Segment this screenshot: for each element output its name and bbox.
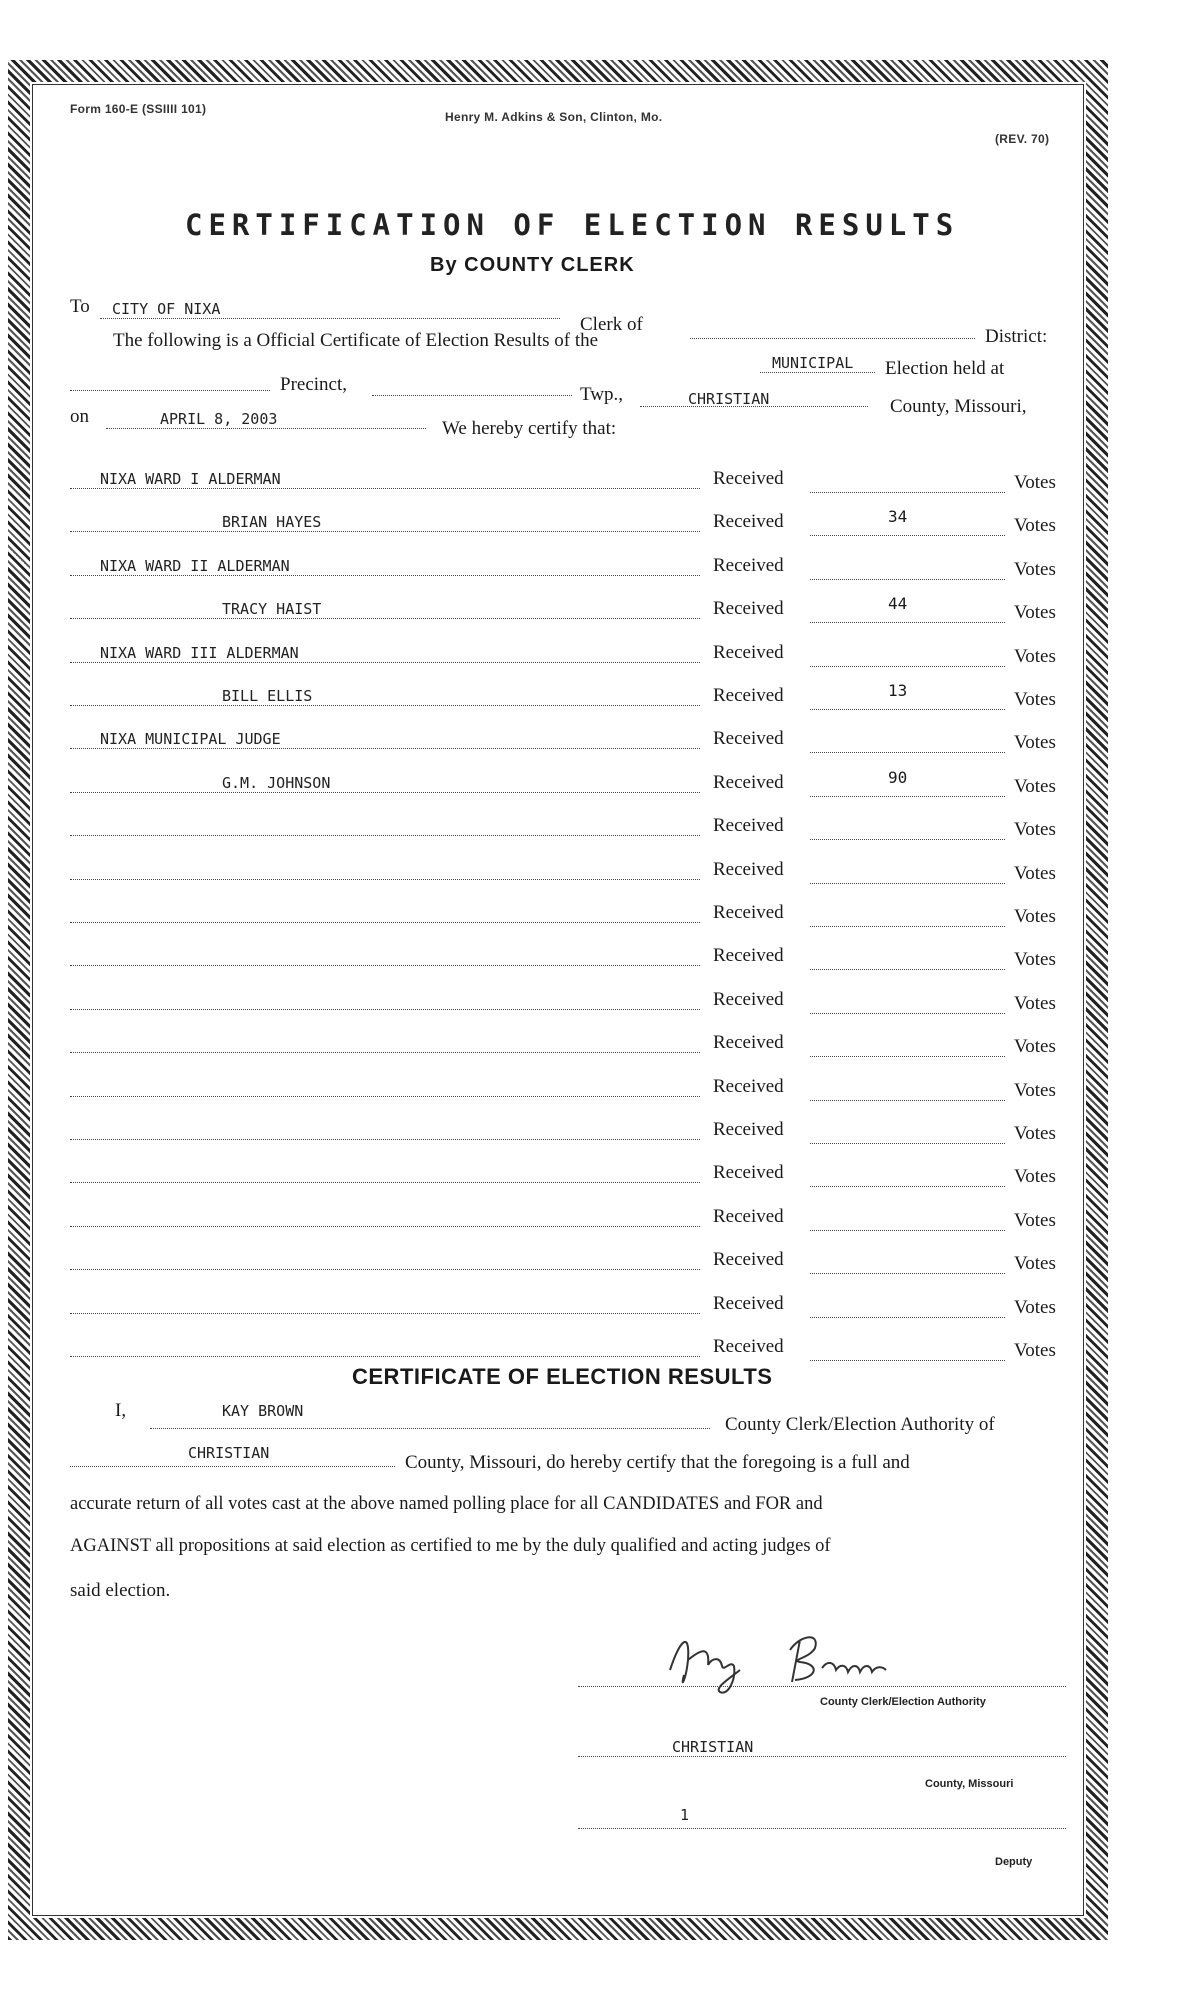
intro-line-prefix: The following is a Official Certificate of Election Results of the [113,330,599,351]
on-label: on [70,406,89,427]
votes-value: 90 [888,767,908,787]
clerk-of-line [690,338,975,339]
row-label-line [70,1269,700,1270]
row-label: NIXA MUNICIPAL JUDGE [100,730,281,749]
row-label: NIXA WARD II ALDERMAN [100,556,290,575]
votes-line [810,969,1005,970]
row-label-line [70,662,700,663]
votes-line [810,883,1005,884]
to-label: To [70,296,90,317]
row-label-line [70,835,700,836]
precinct-blank-line [372,395,572,396]
votes-line [810,839,1005,840]
received-label: Received [713,598,784,620]
deputy-mark: 1 [680,1806,690,1824]
votes-label: Votes [1014,1036,1056,1058]
county-sign-caption: County, Missouri [925,1778,1014,1790]
votes-line [810,1273,1005,1274]
votes-value: 13 [888,681,908,700]
row-label-line [70,1356,700,1357]
received-label: Received [713,902,784,923]
votes-label: Votes [1014,1340,1056,1361]
votes-value: 44 [888,594,908,614]
signature-line [578,1686,1066,1687]
form-number: Form 160-E (SSIIII 101) [70,102,207,116]
received-label: Received [713,771,784,793]
row-label-line [70,1052,700,1053]
received-label: Received [713,1119,784,1140]
clerk-title: County Clerk/Election Authority of [725,1414,995,1435]
row-label-line [70,1182,700,1183]
received-label: Received [713,685,784,706]
row-label: G.M. JOHNSON [222,773,331,792]
votes-line [810,1317,1005,1318]
certificate-line-5: said election. [70,1580,171,1601]
votes-line [810,926,1005,927]
votes-label: Votes [1014,1253,1056,1275]
signature-caption: County Clerk/Election Authority [820,1696,986,1708]
intro-line-suffix: Election held at [885,358,1005,379]
votes-label: Votes [1014,862,1056,884]
received-label: Received [713,1032,784,1054]
election-date: APRIL 8, 2003 [160,410,278,428]
row-label-line [70,748,700,749]
row-label-line [70,965,700,966]
votes-line [810,1230,1005,1231]
votes-label: Votes [1014,1166,1056,1188]
row-label-line [70,879,700,880]
certificate-county: CHRISTIAN [188,1444,270,1462]
votes-label: Votes [1014,515,1056,537]
votes-line [810,1186,1005,1187]
votes-line [810,1143,1005,1144]
received-label: Received [713,988,784,1010]
certificate-line-4: AGAINST all propositions at said election as certified to me by the duly qualified and acting judges of [70,1536,831,1556]
revision-label: (REV. 70) [995,132,1050,146]
township-value: CHRISTIAN [688,390,770,408]
votes-label: Votes [1014,689,1056,710]
to-line [100,318,560,319]
votes-line [810,492,1005,493]
votes-label: Votes [1014,1079,1056,1101]
received-label: Received [713,1249,784,1271]
votes-label: Votes [1014,906,1056,927]
votes-label: Votes [1014,472,1056,493]
row-label: BRIAN HAYES [222,513,322,532]
votes-line [810,752,1005,753]
row-label-line [70,1226,700,1227]
votes-label: Votes [1014,1296,1056,1318]
votes-label: Votes [1014,602,1056,624]
votes-label: Votes [1014,819,1056,841]
deputy-line [578,1828,1066,1829]
votes-label: Votes [1014,775,1056,797]
received-label: Received [713,1292,784,1314]
certificate-line-2: County, Missouri, do hereby certify that the foregoing is a full and [405,1452,910,1473]
received-label: Received [713,511,784,533]
precinct-line [70,390,270,391]
district-label: District: [985,326,1048,347]
received-label: Received [713,1162,784,1184]
votes-label: Votes [1014,1123,1056,1144]
row-label-line [70,1313,700,1314]
row-label: NIXA WARD III ALDERMAN [100,643,299,662]
certify-text: We hereby certify that: [442,418,617,439]
county-missouri-label: County, Missouri, [890,396,1027,417]
votes-line [810,579,1005,580]
row-label-line [70,488,700,489]
county-line [70,1466,395,1467]
row-label: BILL ELLIS [222,687,313,705]
certificate-line-3: accurate return of all votes cast at the above named polling place for all CANDIDATES and FOR and [70,1494,823,1514]
row-label-line [70,922,700,923]
election-type: MUNICIPAL [772,354,854,372]
votes-line [810,796,1005,797]
row-label: NIXA WARD I ALDERMAN [100,470,281,488]
received-label: Received [713,945,784,967]
clerk-name: KAY BROWN [222,1402,304,1420]
to-value: CITY OF NIXA [112,300,221,318]
received-label: Received [713,1075,784,1097]
received-label: Received [713,1205,784,1227]
votes-line [810,622,1005,623]
twp-label: Twp., [580,384,624,405]
votes-line [810,535,1005,536]
row-label: TRACY HAIST [222,600,322,619]
election-type-line [760,372,875,373]
row-label-line [70,531,700,532]
i-label: I, [115,1400,127,1421]
votes-line [810,1100,1005,1101]
clerk-of-label: Clerk of [580,314,643,335]
received-label: Received [713,554,784,576]
votes-label: Votes [1014,1209,1056,1231]
received-label: Received [713,641,784,663]
votes-line [810,666,1005,667]
deputy-caption: Deputy [995,1856,1033,1868]
votes-label: Votes [1014,645,1056,667]
clerk-name-line [150,1428,710,1429]
received-label: Received [713,858,784,880]
received-label: Received [713,815,784,837]
votes-label: Votes [1014,949,1056,971]
row-label-line [70,1009,700,1010]
row-label-line [70,1139,700,1140]
votes-line [810,1360,1005,1361]
clerk-signature [650,1620,970,1705]
county-sign-value: CHRISTIAN [672,1738,754,1756]
row-label-line [70,575,700,576]
votes-line [810,1013,1005,1014]
votes-line [810,1056,1005,1057]
county-sign-line [578,1756,1066,1757]
row-label-line [70,792,700,793]
received-label: Received [713,1336,784,1357]
row-label-line [70,618,700,619]
votes-line [810,709,1005,710]
votes-label: Votes [1014,992,1056,1014]
votes-label: Votes [1014,732,1056,754]
precinct-label: Precinct, [280,374,348,395]
page-title: CERTIFICATION OF ELECTION RESULTS [185,208,960,242]
received-label: Received [713,468,784,489]
certificate-heading: CERTIFICATE OF ELECTION RESULTS [352,1364,773,1389]
printer-name: Henry M. Adkins & Son, Clinton, Mo. [445,110,663,124]
row-label-line [70,705,700,706]
page-subtitle: By COUNTY CLERK [430,254,635,276]
votes-value: 34 [888,507,908,527]
received-label: Received [713,728,784,750]
votes-label: Votes [1014,558,1056,580]
date-line [106,428,426,429]
row-label-line [70,1096,700,1097]
